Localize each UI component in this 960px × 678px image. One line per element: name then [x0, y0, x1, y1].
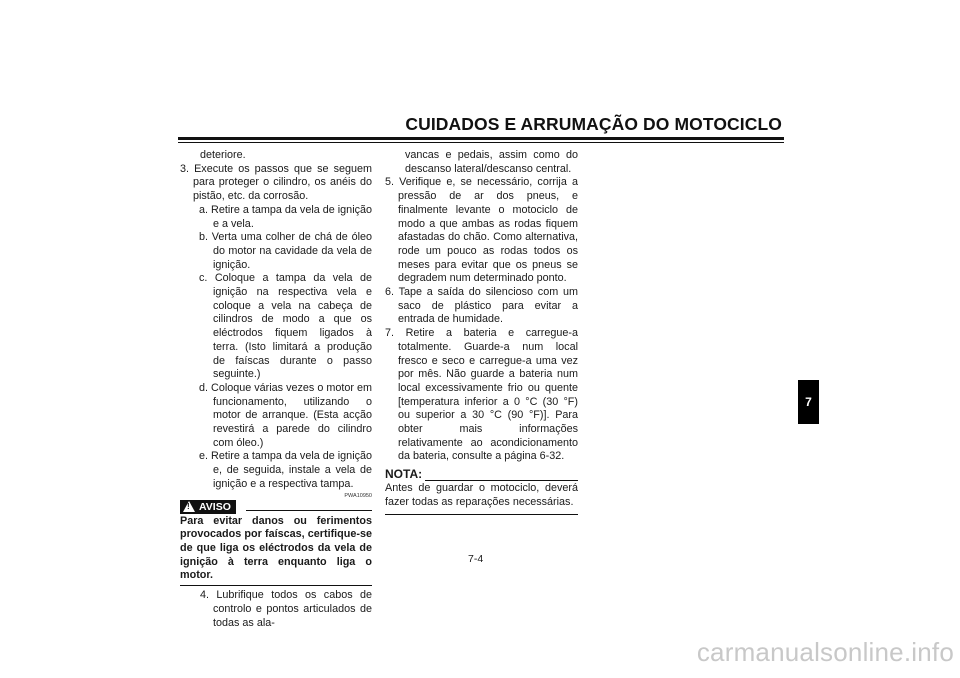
- note-text: Antes de guardar o motociclo, deverá fazer todas as reparações necessárias.: [385, 482, 578, 508]
- continued-text: deteriore.: [200, 149, 246, 161]
- step-7: 7. Retire a bateria e carregue-a totalmente. Guarde-a num local fresco e seco e carregue-a uma vez por mês. Não guarde a bateria num local excessivamente frio ou quente [temperatura inferior a 0 °C (30 °F) ou superior a 30 °C (90 °F)]. Para obter mais informações relativamente ao acondicionamento da bateria, consulte a página 6-32.: [385, 327, 578, 463]
- warning-code: PWA10950: [344, 492, 372, 499]
- step-6: 6. Tape a saída do silencioso com um saco de plástico para evitar a entrada de humidade.: [385, 286, 578, 326]
- warning-rule: [246, 510, 372, 511]
- continued-text-2: vancas e pedais, assim como do descanso lateral/descanso central.: [405, 149, 578, 175]
- note-end-rule: [385, 514, 578, 515]
- note-header: [385, 468, 578, 482]
- substep-c: c. Coloque a tampa da vela de ignição na respectiva vela e coloque a vela na cabeça de cilindros de modo a que os eléctrodos fiquem ligados à terra. (Isto limitará a produção de faíscas durante o passo seguinte.): [199, 272, 372, 381]
- right-column: [385, 149, 578, 515]
- warning-text: Para evitar danos ou ferimentos provocados por faíscas, certifique-se de que liga os eléctrodos da vela de ignição à terra enquanto liga o motor.: [180, 514, 372, 582]
- step-4: 4. Lubrifique todos os cabos de controlo e pontos articulados de todas as ala-: [200, 589, 372, 629]
- step-3: 3. Execute os passos que se seguem para proteger o cilindro, os anéis do pistão, etc. da corrosão.: [180, 162, 372, 203]
- substep-d: d. Coloque várias vezes o motor em funcionamento, utilizando o motor de arranque. (Esta acção revestirá a parede do cilindro com óleo.): [199, 381, 372, 449]
- header-rule-thin: [178, 142, 784, 143]
- step-5: 5. Verifique e, se necessário, corrija a pressão de ar dos pneus, e finalmente levante o motociclo de modo a que ambas as rodas fiquem afastadas do chão. Como alternativa, rode um pouco as rodas todos os meses para evitar que os pneus se degradem num determinado ponto.: [385, 176, 578, 285]
- header-rule-thick: [178, 137, 784, 140]
- warning-end-rule: [180, 585, 372, 586]
- substep-e: e. Retire a tampa da vela de ignição e, de seguida, instale a vela de ignição e a respectiva tampa.: [199, 450, 372, 490]
- note-label: NOTA:: [385, 467, 423, 482]
- note-rule: [425, 480, 578, 481]
- substep-b: b. Verta uma colher de chá de óleo do motor na cavidade da vela de ignição.: [199, 231, 372, 271]
- page-title: CUIDADOS E ARRUMAÇÃO DO MOTOCICLO: [405, 114, 782, 134]
- page-number: 7-4: [468, 553, 484, 565]
- warning-badge: [180, 500, 236, 514]
- warning-header: [180, 492, 372, 513]
- chapter-tab: 7: [798, 380, 819, 424]
- substep-a: a. Retire a tampa da vela de ignição e a vela.: [199, 203, 372, 230]
- warning-triangle-icon: !: [183, 501, 195, 512]
- watermark: carmanualsonline.info: [696, 637, 954, 667]
- left-column: [180, 149, 372, 630]
- warning-label: AVISO: [199, 500, 231, 513]
